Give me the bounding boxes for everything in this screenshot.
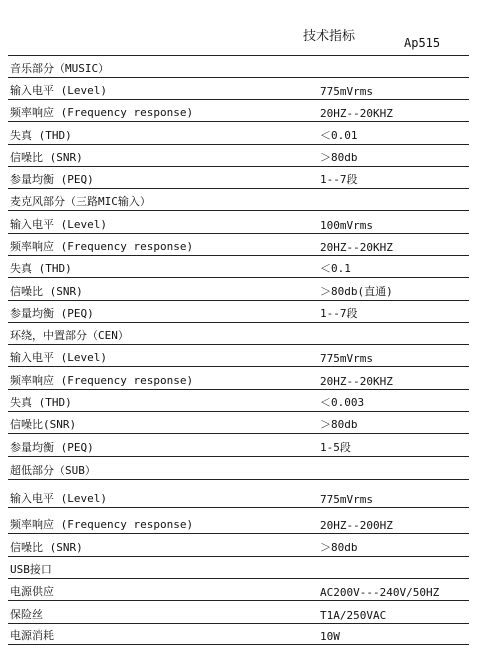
row-label: 超低部分（SUB） [10,464,96,477]
spec-row [8,77,469,99]
row-label: 音乐部分（MUSIC） [10,62,110,75]
spec-row [8,389,469,411]
row-value: 1--7段 [320,173,358,186]
row-value: ＜0.003 [320,396,365,409]
row-value: 1--7段 [320,307,358,320]
row-value: 775mVrms [320,493,373,506]
spec-row [8,479,469,507]
row-label: 输入电平 (Level) [10,218,107,231]
section-row-center [8,322,469,344]
row-label: USB接口 [10,563,52,576]
row-label: 电源供应 [10,585,54,598]
spec-row [8,277,469,300]
row-label: 频率响应 (Frequency response) [10,518,194,531]
section-row-music [8,55,469,77]
row-label: 频率响应 (Frequency response) [10,106,194,119]
spec-row [8,99,469,121]
row-label: 失真 (THD) [10,262,72,275]
row-value: 775mVrms [320,352,373,365]
spec-row [8,433,469,456]
row-label: 保险丝 [10,608,43,621]
spec-row [8,623,469,645]
row-label: 麦克风部分（三路MIC输入） [10,195,151,208]
spec-row [8,411,469,433]
spec-row [8,210,469,233]
row-value: 1-5段 [320,441,351,454]
row-value: T1A/250VAC [320,609,387,622]
row-label: 信噪比 (SNR) [10,285,83,298]
row-label: 失真 (THD) [10,396,72,409]
spec-row [8,366,469,389]
row-value: 20HZ--20KHZ [320,375,393,388]
row-value: ＞80db(直通) [320,285,393,298]
spec-row [8,600,469,623]
spec-row [8,578,469,600]
row-label: 电源消耗 [10,629,54,642]
row-label: 失真 (THD) [10,129,72,142]
row-label: 信噪比(SNR) [10,418,77,431]
spec-table [8,55,469,645]
spec-row [8,533,469,556]
row-label: 输入电平 (Level) [10,84,107,97]
row-value: ＜0.01 [320,129,358,142]
row-value: 100mVrms [320,219,373,232]
row-label: 频率响应 (Frequency response) [10,374,194,387]
spec-row [8,166,469,188]
row-label: 输入电平 (Level) [10,492,107,505]
row-label: 信噪比 (SNR) [10,151,83,164]
row-value: ＞80db [320,151,358,164]
row-value: 20HZ--20KHZ [320,241,393,254]
row-value: 20HZ--20KHZ [320,107,393,120]
row-label: 频率响应 (Frequency response) [10,240,194,253]
row-value: 10W [320,630,340,643]
spec-row [8,121,469,144]
model-number: Ap515 [404,36,441,50]
row-value: AC200V---240V/50HZ [320,586,440,599]
row-label: 环绕，中置部分（CEN） [10,329,129,342]
spec-row [8,300,469,322]
spec-row [8,344,469,366]
row-value: 20HZ--200HZ [320,519,393,532]
section-row-mic [8,188,469,210]
spec-row [8,144,469,166]
row-value: ＞80db [320,541,358,554]
doc-title: 技术指标 [303,29,356,44]
row-value: ＞80db [320,418,358,431]
spec-row [8,255,469,277]
row-value: ＜0.1 [320,262,351,275]
spec-row [8,233,469,255]
spec-row [8,507,469,533]
row-label: 参量均衡 (PEQ) [10,441,94,454]
section-row-sub [8,456,469,479]
row-label: 输入电平 (Level) [10,351,107,364]
row-label: 参量均衡 (PEQ) [10,307,94,320]
row-value: 775mVrms [320,85,373,98]
section-row-usb [8,556,469,578]
row-label: 信噪比 (SNR) [10,541,83,554]
row-label: 参量均衡 (PEQ) [10,173,94,186]
